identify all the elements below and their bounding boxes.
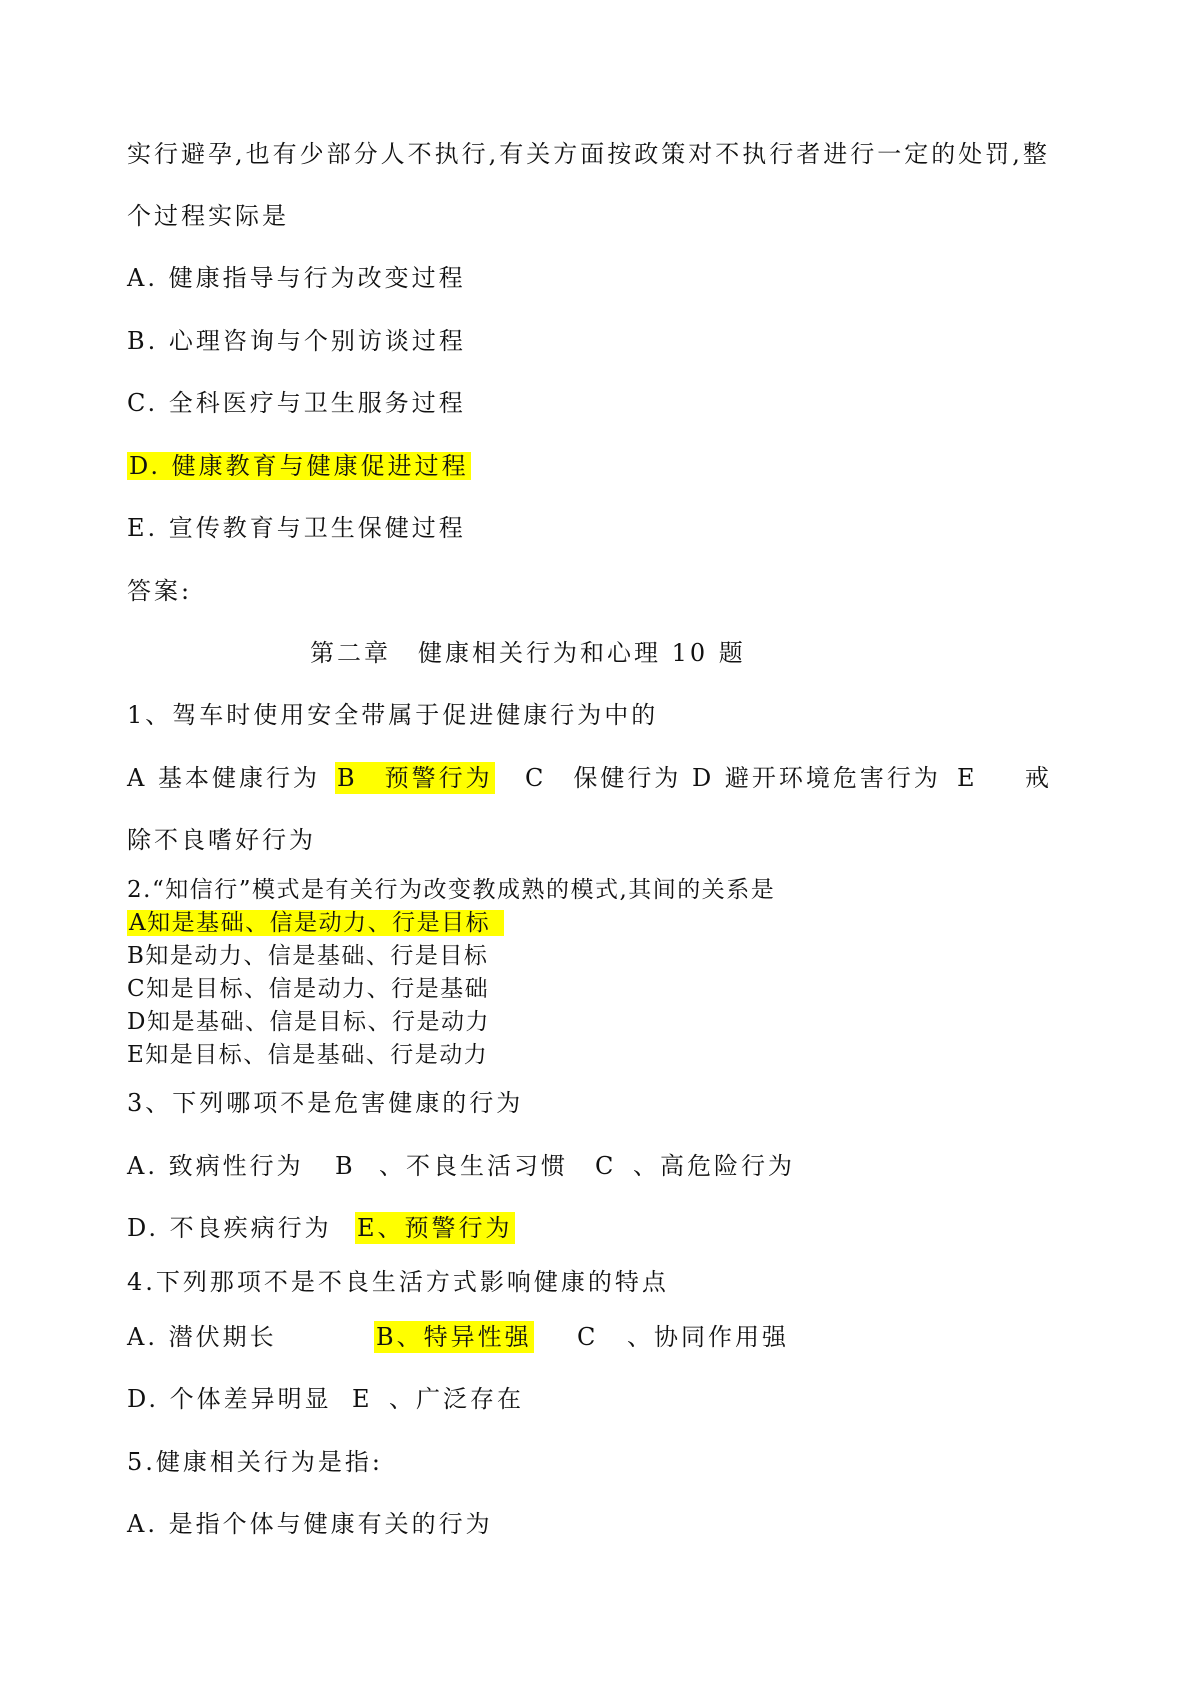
q2-5-stem: 5.健康相关行为是指: [127,1448,383,1476]
q2-3-options-row2 [127,1212,1027,1244]
q2-1-option-b-highlighted: B 预警行为 [337,764,493,792]
q2-3-option-a: A. 致病性行为 [127,1152,304,1180]
q2-1-option-a: A 基本健康行为 [127,764,320,792]
q2-3-option-b-letter: B [335,1152,356,1180]
q2-3-stem: 3、下列哪项不是危害健康的行为 [127,1089,524,1117]
q2-1-option-c-d: C 保健行为 D 避开环境危害行为 [525,764,941,792]
q2-1-stem: 1、驾车时使用安全带属于促进健康行为中的 [127,701,659,729]
q2-4-option-a: A. 潜伏期长 [127,1323,277,1351]
q1-option-d-text: D. 健康教育与健康促进过程 [129,452,469,480]
q2-2-option-e: E知是目标、信是基础、行是动力 [127,1042,489,1068]
q2-3-option-c-letter: C [595,1152,617,1180]
q2-5-option-a: A. 是指个体与健康有关的行为 [127,1510,493,1538]
q1-option-e: E. 宣传教育与卫生保健过程 [127,514,466,542]
q2-3-option-d: D. 不良疾病行为 [127,1214,332,1242]
q2-2-option-a-text: A知是基础、信是动力、行是目标 [127,910,504,936]
q2-4-option-e-text: 、广泛存在 [389,1385,524,1413]
q2-4-option-c-text: 、协同作用强 [627,1323,789,1351]
q2-3-option-c-text: 、高危险行为 [633,1152,795,1180]
chapter-title: 第二章 健康相关行为和心理 10 题 [310,639,746,667]
q2-2-option-c: C知是目标、信是动力、行是基础 [127,976,490,1002]
q1-stem-line2: 个过程实际是 [127,202,289,230]
q2-3-options-row1 [127,1150,1027,1182]
q2-4-option-b-highlighted: B、特异性强 [376,1323,532,1351]
q2-3-option-e-highlighted: E、预警行为 [357,1214,513,1242]
q2-1-option-e-start: 戒 [1025,764,1052,792]
q2-4-options-row2 [127,1383,1027,1415]
q2-4-option-d: D. 个体差异明显 [127,1385,332,1413]
q1-option-a: A. 健康指导与行为改变过程 [127,264,466,292]
q2-2-stem: 2.“知信行”模式是有关行为改变教成熟的模式,其间的关系是 [127,877,776,903]
q1-option-c: C. 全科医疗与卫生服务过程 [127,389,466,417]
q2-2-option-b: B知是动力、信是基础、行是目标 [127,943,489,969]
q1-stem-line1: 实行避孕,也有少部分人不执行,有关方面按政策对不执行者进行一定的处罚,整 [127,140,1050,168]
q2-4-stem: 4.下列那项不是不良生活方式影响健康的特点 [127,1268,669,1296]
q1-option-d-highlighted [127,450,471,482]
q2-4-option-c-letter: C [577,1323,599,1351]
q1-option-b: B. 心理咨询与个别访谈过程 [127,327,466,355]
q2-1-options-row [127,762,1067,794]
q2-4-options-row1 [127,1321,1027,1353]
q1-answer-label: 答案: [127,577,193,605]
q2-2-option-d: D知是基础、信是目标、行是动力 [127,1009,490,1035]
q2-2-option-a-highlighted [127,908,504,938]
q2-1-option-e-cont: 除不良嗜好行为 [127,826,316,854]
q2-3-option-b-text: 、不良生活习惯 [379,1152,568,1180]
q2-1-option-e-letter: E [957,764,978,792]
q2-4-option-e-letter: E [352,1385,373,1413]
